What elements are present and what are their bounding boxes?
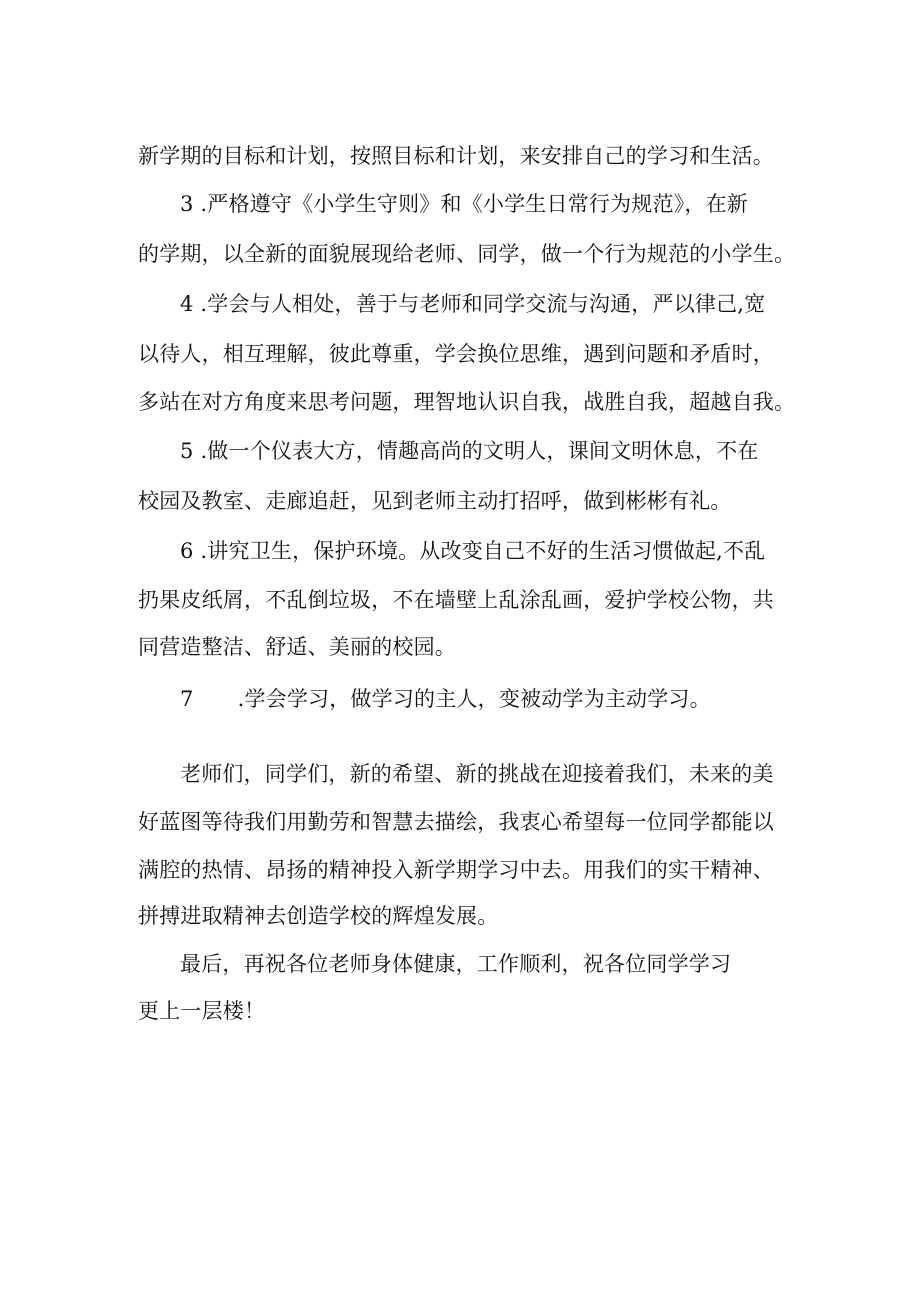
- item-4-line-3: 多站在对方角度来思考问题，理智地认识自我，战胜自我，超越自我。: [138, 390, 796, 414]
- final-line-1: 最后，再祝各位老师身体健康，工作顺利，祝各位同学学习: [180, 952, 732, 976]
- item-3-line-1: 3 .严格遵守《小学生守则》和《小学生日常行为规范》，在新: [180, 192, 749, 216]
- item-4-line-1: 4 .学会与人相处，善于与老师和同学交流与沟通，严以律己,宽: [180, 292, 766, 316]
- item-5-line-1: 5 .做一个仪表大方，情趣高尚的文明人，课间文明休息，不在: [180, 439, 759, 463]
- item-3-line-2: 的学期，以全新的面貌展现给老师、同学，做一个行为规范的小学生。: [138, 242, 796, 266]
- paragraph-continuation-line: 新学期的目标和计划，按照目标和计划，来安排自己的学习和生活。: [138, 144, 774, 168]
- item-6-line-1: 6 .讲究卫生，保护环境。从改变自己不好的生活习惯做起,不乱: [180, 539, 766, 563]
- final-line-2: 更上一层楼！: [138, 999, 266, 1023]
- item-7-text: .学会学习，做学习的主人，变被动学为主动学习。: [237, 687, 711, 711]
- closing-line-2: 好蓝图等待我们用勤劳和智慧去描绘，我衷心希望每一位同学都能以: [138, 810, 774, 834]
- item-7-line: [180, 685, 711, 713]
- closing-line-1: 老师们，同学们，新的希望、新的挑战在迎接着我们，未来的美: [180, 762, 774, 786]
- item-6-line-2: 扔果皮纸屑，不乱倒垃圾，不在墙壁上乱涂乱画，爱护学校公物，共: [138, 588, 774, 612]
- item-4-line-2: 以待人，相互理解，彼此尊重，学会换位思维，遇到问题和矛盾时，: [138, 342, 774, 366]
- closing-line-4: 拼搏进取精神去创造学校的辉煌发展。: [138, 904, 499, 928]
- item-7-number: 7: [180, 687, 194, 711]
- item-5-line-2: 校园及教室、走廊追赶，见到老师主动打招呼，做到彬彬有礼。: [138, 489, 732, 513]
- closing-line-3: 满腔的热情、昂扬的精神投入新学期学习中去。用我们的实干精神、: [138, 858, 774, 882]
- item-6-line-3: 同营造整洁、舒适、美丽的校园。: [138, 635, 456, 659]
